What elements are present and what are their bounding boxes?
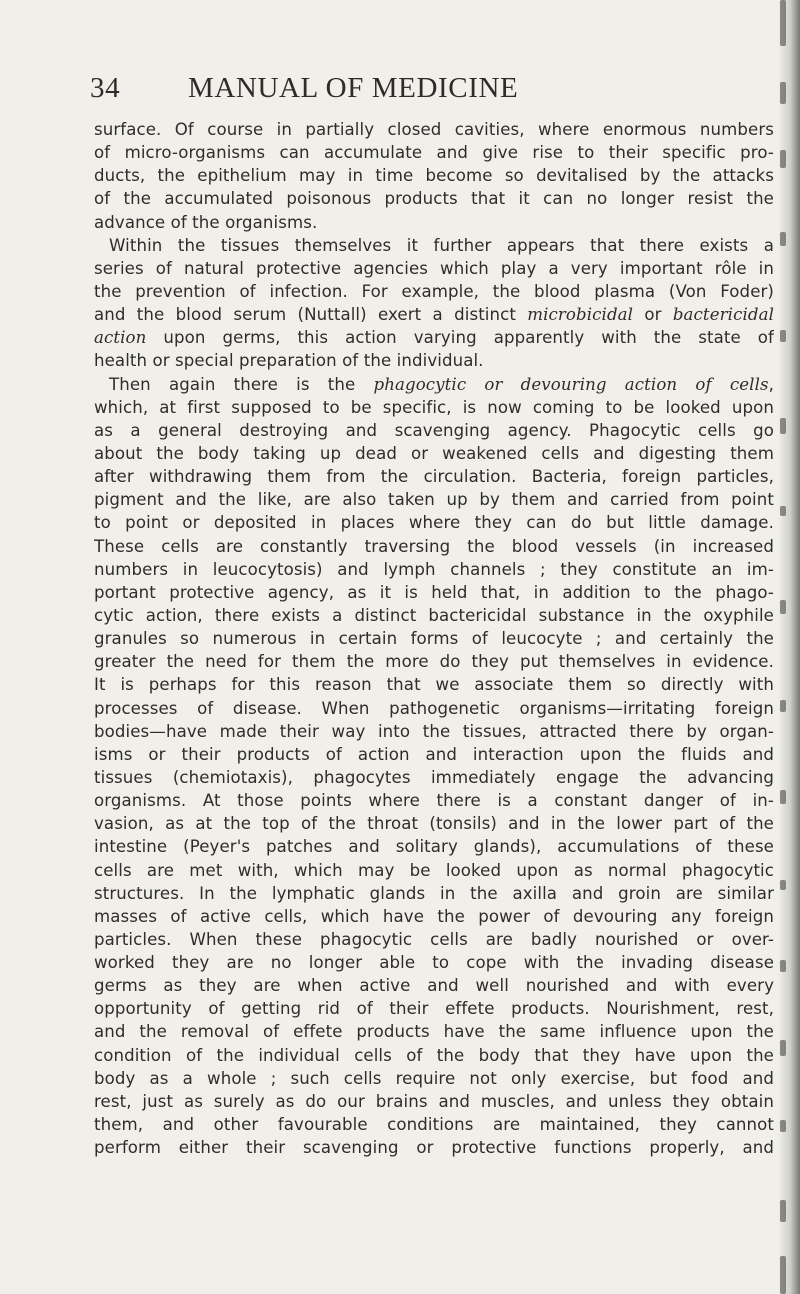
body-text: [94, 118, 774, 1159]
line-text: advance of the organisms.: [94, 212, 318, 232]
page-edge-mark: [780, 880, 786, 890]
line-text: masses of active cells, which have the power of devouring any foreign: [94, 906, 774, 926]
line-text: them, and other favourable conditions are maintained, they cannot: [94, 1115, 774, 1135]
line-text: vasion, as at the top of the throat (tonsils) and in the lower part of the: [94, 814, 774, 834]
line-text: the prevention of infection. For example, the blood plasma (Von Foder): [94, 281, 774, 301]
text-line: [94, 974, 774, 997]
text-line: [94, 488, 774, 511]
text-line: [94, 951, 774, 974]
page-edge-mark: [780, 1256, 786, 1294]
line-text: ducts, the epithelium may in time become so devitalised by the attacks: [94, 166, 774, 186]
line-text: germs as they are when active and well nourished and with every: [94, 976, 774, 996]
text-line: [94, 1090, 774, 1113]
line-text: opportunity of getting rid of their effete products. Nourishment, rest,: [94, 999, 774, 1019]
running-head: [90, 72, 730, 112]
line-text: processes of disease. When pathogenetic organisms—irritating foreign: [94, 698, 774, 718]
line-text: cytic action, there exists a distinct bactericidal substance in the oxyphile: [94, 605, 774, 625]
line-text: isms or their products of action and interaction upon the fluids and: [94, 744, 774, 764]
text-line: [94, 257, 774, 280]
line-text: of the accumulated poisonous products that it can no longer resist the: [94, 189, 774, 209]
line-text: after withdrawing them from the circulation. Bacteria, foreign particles,: [94, 467, 774, 487]
text-line: [94, 1136, 774, 1159]
page-edge-mark: [780, 1040, 786, 1056]
line-text: pigment and the like, are also taken up by them and carried from point: [94, 490, 774, 510]
text-line: [94, 720, 774, 743]
line-text: It is perhaps for this reason that we associate them so directly with: [94, 675, 774, 695]
page-edge-mark: [780, 1200, 786, 1222]
line-text: rest, just as surely as do our brains and muscles, and unless they obtain: [94, 1091, 774, 1111]
text-line: [94, 604, 774, 627]
page-edge-mark: [780, 150, 786, 168]
line-text: and the blood serum (Nuttall) exert a distinct: [94, 305, 528, 325]
line-text: intestine (Peyer's patches and solitary glands), accumulations of these: [94, 837, 774, 857]
page-edge-mark: [780, 1120, 786, 1132]
line-text: body as a whole ; such cells require not only exercise, but food and: [94, 1068, 774, 1088]
text-line: [94, 859, 774, 882]
text-line: [94, 697, 774, 720]
line-text: which, at first supposed to be specific, is now coming to be looked upon: [94, 397, 774, 417]
page-edge-mark: [780, 700, 786, 712]
text-line: [94, 326, 774, 349]
page-edge-mark: [780, 506, 786, 516]
line-text: condition of the individual cells of the body that they have upon the: [94, 1045, 774, 1065]
text-line: [94, 141, 774, 164]
line-text: of micro-organisms can accumulate and give rise to their specific pro-: [94, 143, 774, 163]
line-text: to point or deposited in places where they can do but little damage.: [94, 513, 774, 533]
page-edge-mark: [780, 960, 786, 972]
text-line: [94, 164, 774, 187]
page-edge-mark: [780, 0, 786, 46]
line-text: numbers in leucocytosis) and lymph channels ; they constitute an im-: [94, 559, 774, 579]
text-line: [94, 396, 774, 419]
text-line: [94, 835, 774, 858]
text-line: [94, 465, 774, 488]
text-line: [94, 303, 774, 326]
text-line: [94, 118, 774, 141]
line-text: portant protective agency, as it is held that, in addition to the phago-: [94, 582, 774, 602]
text-line: [94, 766, 774, 789]
line-text: Then again there is the: [109, 374, 374, 394]
italic-term: bactericidal: [672, 305, 774, 325]
page-edge-shadow: [778, 0, 800, 1294]
text-line: [94, 1113, 774, 1136]
text-line: [94, 280, 774, 303]
page-edge-mark: [780, 330, 786, 342]
line-text: about the body taking up dead or weakened cells and digesting them: [94, 443, 774, 463]
text-line: [94, 1044, 774, 1067]
line-text: granules so numerous in certain forms of leucocyte ; and certainly the: [94, 629, 774, 649]
text-line: [94, 905, 774, 928]
page-header-title: MANUAL OF MEDICINE: [188, 72, 519, 104]
text-line: [94, 812, 774, 835]
italic-term: action: [94, 328, 147, 348]
text-line: [94, 349, 774, 372]
italic-term: phagocytic or devouring action of cells: [373, 374, 769, 394]
text-line: [94, 581, 774, 604]
line-text: cells are met with, which may be looked upon as normal phagocytic: [94, 860, 774, 880]
page-edge-mark: [780, 232, 786, 246]
line-text: organisms. At those points where there is a constant danger of in-: [94, 791, 774, 811]
line-text: surface. Of course in partially closed cavities, where enormous numbers: [94, 120, 774, 139]
page-edge-mark: [780, 790, 786, 804]
text-line: [94, 373, 774, 396]
line-text: structures. In the lymphatic glands in the axilla and groin are similar: [94, 883, 774, 903]
line-text: or: [633, 305, 673, 325]
text-line: [94, 1067, 774, 1090]
line-text: worked they are no longer able to cope with the invading disease: [94, 953, 774, 973]
line-text: upon germs, this action varying apparently with the state of: [146, 328, 774, 348]
line-text: particles. When these phagocytic cells are badly nourished or over-: [94, 929, 774, 949]
line-text: and the removal of effete products have the same influence upon the: [94, 1022, 774, 1042]
line-text: bodies—have made their way into the tissues, attracted there by organ-: [94, 721, 774, 741]
text-line: [94, 673, 774, 696]
line-text: series of natural protective agencies which play a very important rôle in: [94, 258, 774, 278]
text-line: [94, 997, 774, 1020]
page-edge-mark: [780, 600, 786, 614]
text-line: [94, 650, 774, 673]
line-text: tissues (chemiotaxis), phagocytes immediately engage the advancing: [94, 767, 774, 787]
line-text: greater the need for them the more do they put themselves in evidence.: [94, 652, 774, 672]
italic-term: microbicidal: [527, 305, 634, 325]
text-line: [94, 558, 774, 581]
line-text: These cells are constantly traversing the blood vessels (in increased: [94, 536, 774, 556]
text-line: [94, 627, 774, 650]
page-number: 34: [90, 72, 121, 104]
text-line: [94, 743, 774, 766]
line-text: health or special preparation of the individual.: [94, 351, 484, 371]
page-edge-mark: [780, 82, 786, 104]
line-text: ,: [768, 374, 774, 394]
page-edge-mark: [780, 418, 786, 434]
text-line: [94, 419, 774, 442]
line-text: Within the tissues themselves it further appears that there exists a: [109, 235, 774, 255]
text-line: [94, 511, 774, 534]
text-line: [94, 234, 774, 257]
text-line: [94, 789, 774, 812]
text-line: [94, 211, 774, 234]
text-line: [94, 187, 774, 210]
text-line: [94, 1020, 774, 1043]
text-line: [94, 928, 774, 951]
text-line: [94, 882, 774, 905]
line-text: as a general destroying and scavenging agency. Phagocytic cells go: [94, 420, 774, 440]
text-line: [94, 442, 774, 465]
text-line: [94, 535, 774, 558]
line-text: perform either their scavenging or protective functions properly, and: [94, 1138, 774, 1158]
